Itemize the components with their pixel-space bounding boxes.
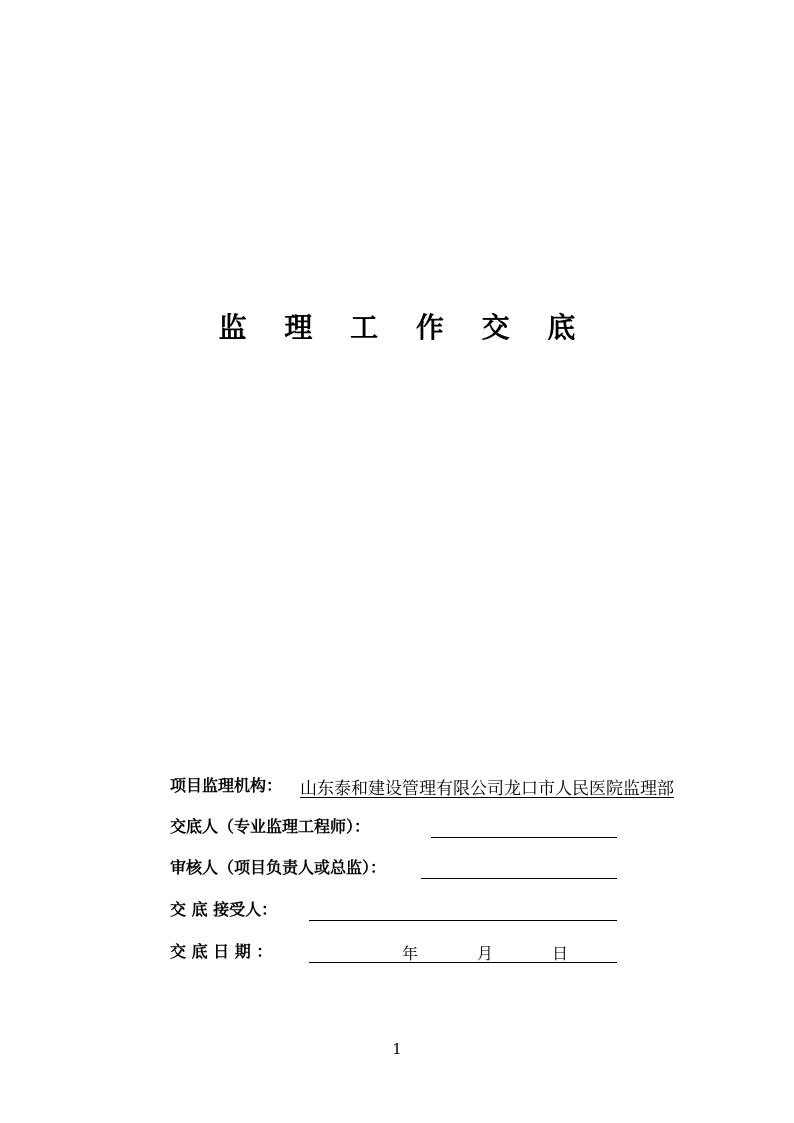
reviewer-signature-line[interactable]: [421, 856, 617, 879]
presenter-signature-line[interactable]: [431, 815, 617, 838]
org-value: 山东泰和建设管理有限公司龙口市人民医院监理部: [300, 779, 674, 799]
receiver-label: 交 底 接受人：: [170, 900, 278, 919]
date-year: 年: [402, 944, 419, 963]
document-title: 监 理 工 作 交 底: [218, 311, 590, 344]
receiver-signature-line[interactable]: [309, 898, 617, 921]
org-label: 项目监理机构：: [170, 776, 283, 795]
date-label: 交 底 日 期 ：: [170, 942, 273, 961]
date-line[interactable]: [309, 940, 617, 963]
date-day: 日: [552, 944, 569, 963]
receiver-row: [170, 898, 277, 920]
presenter-label: 交底人（专业监理工程师）：: [170, 817, 371, 836]
page-number: 1: [392, 1040, 402, 1058]
reviewer-label: 审核人（项目负责人或总监）：: [170, 858, 387, 877]
presenter-row: [170, 815, 370, 837]
reviewer-row: [170, 856, 386, 878]
date-row: [170, 940, 272, 962]
date-month: 月: [477, 944, 494, 963]
org-row: [170, 774, 282, 796]
